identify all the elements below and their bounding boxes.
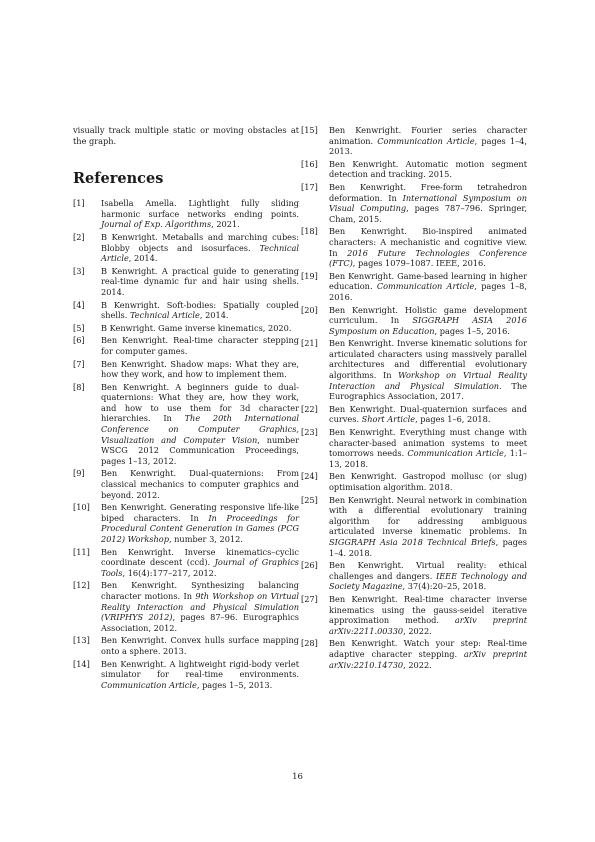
reference-number: [23] <box>301 427 318 438</box>
reference-text <box>329 125 527 157</box>
reference-segment: , pages 1–5, 2016. <box>434 325 510 336</box>
reference-segment: Ben Kenwright. Dual-quaternions: From classical mechanics to computer graphics and beyond. 2012. <box>101 468 299 500</box>
reference-number: [3] <box>73 265 85 276</box>
reference-venue: IEEE Technology and Society Magazine <box>329 570 527 592</box>
reference-segment: , 2014. <box>128 253 158 264</box>
reference-segment: , 37(4):20–25, 2018. <box>402 581 487 592</box>
reference-text <box>101 198 299 230</box>
reference-number: [28] <box>301 638 318 649</box>
reference-text <box>101 547 299 579</box>
reference-number: [5] <box>73 322 85 333</box>
reference-entry <box>301 495 527 559</box>
reference-venue: Technical Article <box>129 310 200 321</box>
reference-segment: Ben Kenwright. Fourier series character animation. <box>329 125 527 146</box>
right-column <box>301 125 527 672</box>
reference-segment: Ben Kenwright. Watch your step: Real-time adaptive character stepping. <box>329 638 527 659</box>
reference-segment: Ben Kenwright. Real-time character stepping for computer games. <box>101 335 299 356</box>
reference-text <box>329 338 527 402</box>
reference-number: [9] <box>73 468 85 479</box>
reference-text <box>329 638 527 670</box>
reference-number: [10] <box>73 502 90 513</box>
left-column <box>73 125 299 692</box>
reference-segment: Ben Kenwright. Neural network in combination with a differential evolutionary training algorithm for addressing ambiguous articulated inverse kinematic problems. In <box>329 494 527 537</box>
reference-text <box>101 335 299 356</box>
reference-text <box>329 471 527 492</box>
reference-entry <box>73 335 299 356</box>
reference-number: [20] <box>301 304 318 315</box>
reference-segment: , pages 787–796. Springer, Cham, 2015. <box>329 203 527 224</box>
reference-segment: B Kenwright. Game inverse kinematics, 2020. <box>101 322 292 333</box>
reference-segment: . The Eurographics Association, 2017. <box>329 380 527 402</box>
reference-segment: B Kenwright. Soft-bodies: Spatially coupled shells. <box>101 299 299 321</box>
reference-segment: Ben Kenwright. Gastropod mollusc (or slug) optimisation algorithm. 2018. <box>329 471 527 492</box>
reference-entry <box>73 232 299 264</box>
reference-segment: Ben Kenwright. Convex hulls surface mapping onto a sphere. 2013. <box>101 635 299 656</box>
reference-entry <box>73 468 299 500</box>
reference-segment: , pages 1079–1087. IEEE, 2016. <box>352 258 486 269</box>
reference-number: [18] <box>301 226 318 237</box>
reference-entry <box>73 547 299 579</box>
reference-number: [1] <box>73 198 85 209</box>
reference-number: [24] <box>301 471 318 482</box>
reference-list-right <box>301 125 527 670</box>
reference-segment: Isabella Amella. Lightlight fully sliding harmonic surface networks ending points. <box>101 198 299 219</box>
reference-entry <box>301 182 527 224</box>
reference-segment: , 2022. <box>403 659 432 670</box>
reference-venue: 9th Workshop on Virtual Reality Interaction and Physical Simulation (VRIPHYS 2012) <box>101 590 299 623</box>
reference-segment: , number 3, 2012. <box>168 534 243 544</box>
reference-text <box>329 427 527 469</box>
reference-text <box>101 635 299 656</box>
reference-number: [22] <box>301 403 318 414</box>
reference-text <box>101 502 299 544</box>
reference-venue: Journal of Graphics Tools <box>101 557 299 578</box>
reference-text <box>329 182 527 224</box>
reference-entry <box>301 594 527 636</box>
reference-entry <box>73 659 299 691</box>
reference-segment: Ben Kenwright. Synthesizing balancing character motions. In <box>101 580 299 601</box>
reference-entry <box>301 471 527 492</box>
reference-text <box>329 404 527 425</box>
reference-text <box>329 271 527 303</box>
reference-entry <box>73 502 299 544</box>
reference-number: [6] <box>73 335 85 346</box>
reference-venue: Journal of Exp. Algorithms <box>101 219 212 230</box>
reference-number: [14] <box>73 658 90 669</box>
references-heading: References <box>73 170 164 188</box>
reference-venue: The 20th International Conference on Computer Graphics, Visualization and Computer Vision <box>101 413 299 445</box>
reference-venue: Technical Article <box>101 242 299 264</box>
reference-segment: , 2021. <box>211 219 240 230</box>
reference-segment: , pages 87–96. Eurographics Association, 2012. <box>101 612 299 633</box>
reference-text <box>101 232 299 264</box>
reference-entry <box>301 125 527 157</box>
reference-segment: Ben Kenwright. Holistic game development curriculum. In <box>329 304 527 326</box>
reference-entry <box>73 198 299 230</box>
reference-segment: Ben Kenwright. Dual-quaternion surfaces and curves. <box>329 403 527 425</box>
reference-segment: Ben Kenwright. Inverse kinematic solutions for articulated characters using massively parallel architectures and differential evolutionary algorithms. In <box>329 338 527 381</box>
reference-entry <box>301 404 527 425</box>
reference-venue: International Symposium on Visual Computing <box>329 192 527 214</box>
reference-venue: Communication Article <box>377 135 475 146</box>
reference-segment: B Kenwright. A practical guide to generating real-time dynamic fur and hair using shells. 2014. <box>101 265 299 297</box>
reference-entry <box>73 580 299 633</box>
reference-venue: SIGGRAPH ASIA 2016 Symposium on Education <box>329 315 527 336</box>
reference-number: [17] <box>301 181 318 192</box>
reference-entry <box>301 427 527 469</box>
reference-entry <box>73 266 299 298</box>
reference-venue: Communication Article <box>407 448 504 459</box>
reference-segment: , pages 1–6, 2018. <box>415 414 491 425</box>
reference-segment: Ben Kenwright. A beginners guide to dual-quaternions: What they are, how they work, and how to use them for 3d character hierarchies. In <box>101 381 299 424</box>
reference-entry <box>73 382 299 467</box>
reference-number: [16] <box>301 158 318 169</box>
reference-venue: Short Article <box>361 414 416 425</box>
reference-text <box>329 226 527 268</box>
reference-venue: SIGGRAPH Asia 2018 Technical Briefs <box>329 536 496 547</box>
reference-text <box>329 305 527 337</box>
reference-number: [7] <box>73 358 85 369</box>
reference-segment: , 2022. <box>403 625 432 636</box>
reference-text <box>101 300 299 321</box>
reference-text <box>101 323 299 334</box>
reference-segment: Ben Kenwright. Automatic motion segment detection and tracking. 2015. <box>329 158 527 180</box>
reference-segment: Ben Kenwright. Free-form tetrahedron deformation. In <box>329 181 527 203</box>
reference-number: [21] <box>301 338 318 349</box>
reference-number: [2] <box>73 231 85 242</box>
reference-segment: , pages 1–4. 2018. <box>329 536 527 558</box>
reference-segment: , pages 1–5, 2013. <box>196 679 273 690</box>
reference-segment: Ben Kenwright. Game-based learning in higher education. <box>329 270 527 292</box>
reference-segment: Ben Kenwright. Everything must change with character-based animation systems to meet tomorrows needs. <box>329 427 527 459</box>
reference-text <box>329 495 527 559</box>
reference-text <box>101 266 299 298</box>
reference-number: [19] <box>301 270 318 281</box>
reference-entry <box>73 635 299 656</box>
reference-segment: Ben Kenwright. Inverse kinematics–cyclic coordinate descent (ccd). <box>101 546 299 568</box>
reference-venue: Communication Article <box>101 679 197 690</box>
reference-number: [25] <box>301 494 318 505</box>
reference-segment: Ben Kenwright. Bio-inspired animated characters: A mechanistic and cognitive view. In <box>329 226 527 258</box>
reference-number: [4] <box>73 299 85 310</box>
reference-segment: , pages 1–8, 2016. <box>329 281 527 302</box>
reference-list-left <box>73 198 299 690</box>
reference-segment: , pages 1–4, 2013. <box>329 135 527 157</box>
reference-venue: Workshop on Virtual Reality Interaction and Physical Simulation <box>329 370 527 391</box>
reference-text <box>101 359 299 380</box>
reference-entry <box>301 305 527 337</box>
reference-entry <box>73 323 299 334</box>
reference-entry <box>301 271 527 303</box>
reference-text <box>329 159 527 180</box>
reference-segment: Ben Kenwright. Generating responsive life-like biped characters. In <box>101 502 299 523</box>
reference-number: [15] <box>301 125 318 135</box>
page-number: 16 <box>292 772 303 782</box>
reference-text <box>101 382 299 467</box>
reference-entry <box>73 300 299 321</box>
reference-segment: , 2014. <box>199 310 229 321</box>
reference-number: [27] <box>301 593 318 604</box>
reference-entry <box>301 560 527 592</box>
reference-segment: , 16(4):177–217, 2012. <box>122 567 217 578</box>
reference-segment: B Kenwright. Metaballs and marching cubes: Blobby objects and isosurfaces. <box>101 231 299 253</box>
reference-text <box>101 580 299 633</box>
reference-venue: arXiv preprint arXiv:2210.14730 <box>329 648 527 670</box>
reference-venue: Communication Article <box>376 281 475 292</box>
reference-entry <box>301 226 527 268</box>
reference-number: [13] <box>73 635 90 646</box>
reference-segment: Ben Kenwright. A lightweight rigid-body verlet simulator for real-time environments. <box>101 658 299 680</box>
reference-segment: Ben Kenwright. Real-time character inverse kinematics using the gauss-seidel iterative approximation method. <box>329 593 527 626</box>
reference-venue: arXiv preprint arXiv:2211.00330 <box>329 615 527 636</box>
reference-segment: , number WSCG 2012 Communication Proceedings, pages 1–13, 2012. <box>101 434 299 466</box>
intro-paragraph: visually track multiple static or moving obstacles at the graph. <box>73 125 299 146</box>
reference-segment: Ben Kenwright. Shadow maps: What they are, how they work, and how to implement them. <box>101 358 299 380</box>
reference-number: [8] <box>73 381 85 392</box>
reference-venue: In Proceedings for Procedural Content Generation in Games (PCG 2012) Workshop <box>101 512 299 544</box>
reference-entry <box>301 159 527 180</box>
reference-number: [26] <box>301 560 318 571</box>
reference-number: [11] <box>73 546 90 557</box>
reference-text <box>329 560 527 592</box>
reference-segment: Ben Kenwright. Virtual reality: ethical challenges and dangers. <box>329 560 527 581</box>
reference-text <box>329 594 527 636</box>
reference-text <box>101 468 299 500</box>
reference-entry <box>301 638 527 670</box>
reference-number: [12] <box>73 580 90 591</box>
reference-entry <box>73 359 299 380</box>
reference-venue: 2016 Future Technologies Conference (FTC) <box>329 247 527 269</box>
reference-text <box>101 659 299 691</box>
reference-segment: , 1:1–13, 2018. <box>329 448 527 469</box>
reference-entry <box>301 338 527 402</box>
